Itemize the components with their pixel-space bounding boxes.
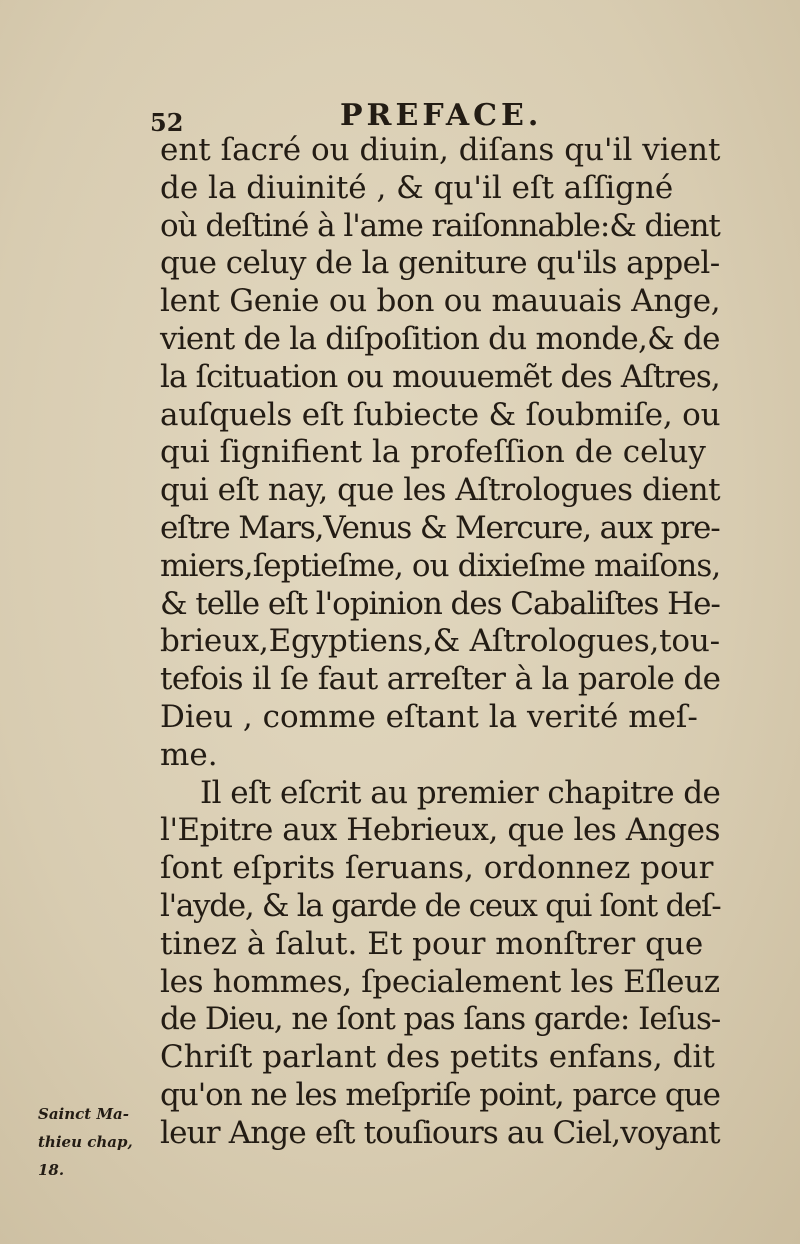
page-number: 52 — [150, 108, 184, 137]
text-line: tinez à ſalut. Et pour monſtrer que — [160, 925, 704, 962]
text-line: & telle eſt l'opinion des Cabaliſtes He- — [160, 585, 720, 622]
text-line: me. — [160, 736, 218, 773]
text-line: l'Epitre aux Hebrieux, que les Anges — [160, 812, 721, 849]
margin-note-line: Sainct Ma- — [38, 1105, 129, 1123]
text-line: qu'on ne les meſpriſe point, parce que — [160, 1076, 720, 1113]
text-line: Dieu , comme eſtant la verité meſ- — [160, 698, 698, 735]
text-line: tefois il ſe faut arreſter à la parole de — [160, 661, 721, 698]
text-line: ſont eſprits ſeruans, ordonnez pour — [160, 850, 714, 887]
text-line: miers,ſeptieſme, ou dixieſme maiſons, — [160, 547, 721, 584]
text-line: de Dieu, ne ſont pas ſans garde: Ieſus- — [160, 1001, 721, 1038]
text-line: la ſcituation ou mouuemẽt des Aſtres, — [160, 358, 720, 395]
text-line: où deſtiné à l'ame raiſonnable:& dient — [160, 207, 720, 244]
paragraph-1 — [160, 132, 720, 775]
text-line: que celuy de la geniture qu'ils appel- — [160, 245, 720, 282]
text-line: Il eſt eſcrit au premier chapitre de — [200, 774, 721, 811]
text-line: auſquels eſt ſubiecte & ſoubmiſe, ou — [160, 396, 721, 433]
running-head: PREFACE. — [340, 98, 543, 133]
text-line: qui ſignifient la profeſſion de celuy — [160, 434, 706, 471]
text-line: de la diuinité , & qu'il eſt aſſigné — [160, 169, 674, 206]
text-line: lent Genie ou bon ou mauuais Ange, — [160, 283, 721, 320]
margin-note-line: thieu chap, — [38, 1133, 133, 1151]
text-line: ent ſacré ou diuin, diſans qu'il vient — [160, 132, 721, 168]
paragraph-2 — [160, 775, 720, 1153]
text-line: les hommes, ſpecialement les Eſleuz — [160, 963, 720, 1000]
text-line: l'ayde, & la garde de ceux qui ſont deſ- — [160, 887, 721, 924]
text-line: vient de la diſpoſition du monde,& de — [160, 320, 720, 357]
text-line: qui eſt nay, que les Aſtrologues dient — [160, 472, 721, 509]
margin-note-line: 18. — [38, 1161, 65, 1179]
body-text — [160, 132, 720, 1153]
text-line: eſtre Mars,Venus & Mercure, aux pre- — [160, 509, 720, 546]
text-line: leur Ange eſt touſiours au Ciel,voyant — [160, 1114, 720, 1151]
margin-note — [38, 1100, 133, 1184]
text-line: Chriſt parlant des petits enfans, dit — [160, 1039, 715, 1076]
text-line: brieux,Egyptiens,& Aſtrologues,tou- — [160, 623, 720, 660]
